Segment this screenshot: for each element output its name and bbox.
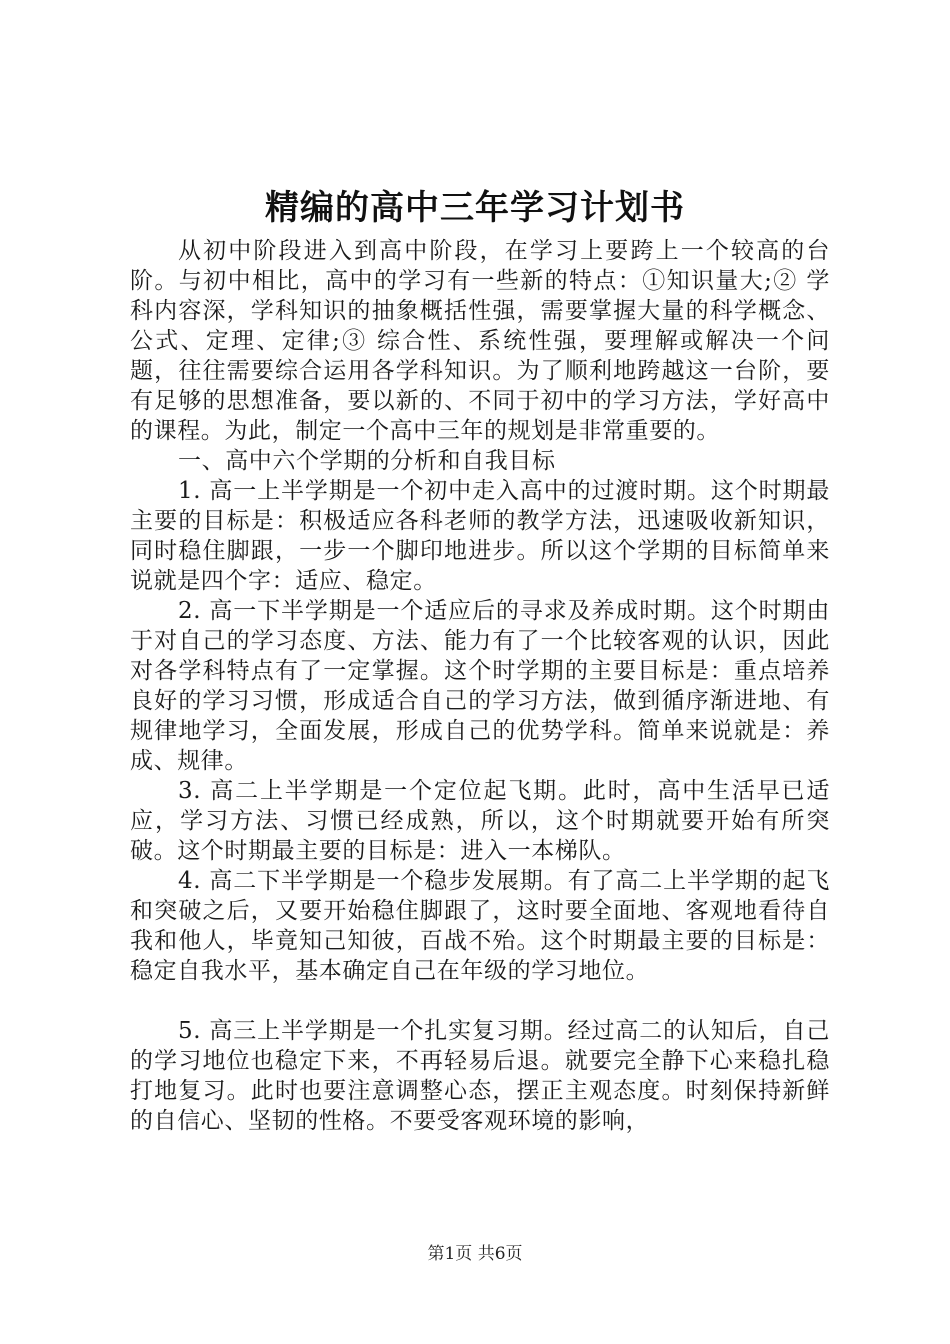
semester-2-paragraph: 2. 高一下半学期是一个适应后的寻求及养成时期。这个时期由于对自己的学习态度、方法、能力有了一个比较客观的认识，因此对各学科特点有了一定掌握。这个时学期的主要目标是：重点培养良好的学习习惯，形成适合自己的学习方法，做到循序渐进地、有规律地学习，全面发展，形成自己的优势学科。简单来说就是：养成、规律。 — [130, 598, 830, 774]
semester-1-paragraph: 1. 高一上半学期是一个初中走入高中的过渡时期。这个时期最主要的目标是：积极适应各科老师的教学方法，迅速吸收新知识，同时稳住脚跟，一步一个脚印地进步。所以这个学期的目标简单来说就是四个字：适应、稳定。 — [130, 478, 830, 594]
semester-3-paragraph: 3. 高二上半学期是一个定位起飞期。此时，高中生活早已适应，学习方法、习惯已经成熟，所以，这个时期就要开始有所突破。这个时期最主要的目标是：进入一本梯队。 — [130, 778, 830, 864]
section-heading: 一、高中六个学期的分析和自我目标 — [178, 448, 556, 474]
page-number-footer: 第1页 共6页 — [427, 1244, 523, 1264]
intro-paragraph: 从初中阶段进入到高中阶段，在学习上要跨上一个较高的台阶。与初中相比，高中的学习有一些新的特点：①知识量大;② 学科内容深，学科知识的抽象概括性强，需要掌握大量的科学概念、公式、定理、定律;③ 综合性、系统性强，要理解或解决一个问题，往往需要综合运用各学科知识。为了顺利地跨越这一台阶，要有足够的思想准备，要以新的、不同于初中的学习方法，学好高中的课程。为此，制定一个高中三年的规划是非常重要的。 — [130, 238, 830, 444]
document-body — [130, 236, 830, 1136]
semester-5-paragraph: 5. 高三上半学期是一个扎实复习期。经过高二的认知后，自己的学习地位也稳定下来，不再轻易后退。就要完全静下心来稳扎稳打地复习。此时也要注意调整心态，摆正主观态度。时刻保持新鲜的自信心、坚韧的性格。不要受客观环境的影响， — [130, 1018, 830, 1134]
document-title: 精编的高中三年学习计划书 — [265, 188, 685, 228]
semester-4-paragraph: 4. 高二下半学期是一个稳步发展期。有了高二上半学期的起飞和突破之后，又要开始稳住脚跟了，这时要全面地、客观地看待自我和他人，毕竟知己知彼，百战不殆。这个时期最主要的目标是：稳定自我水平，基本确定自己在年级的学习地位。 — [130, 868, 830, 984]
